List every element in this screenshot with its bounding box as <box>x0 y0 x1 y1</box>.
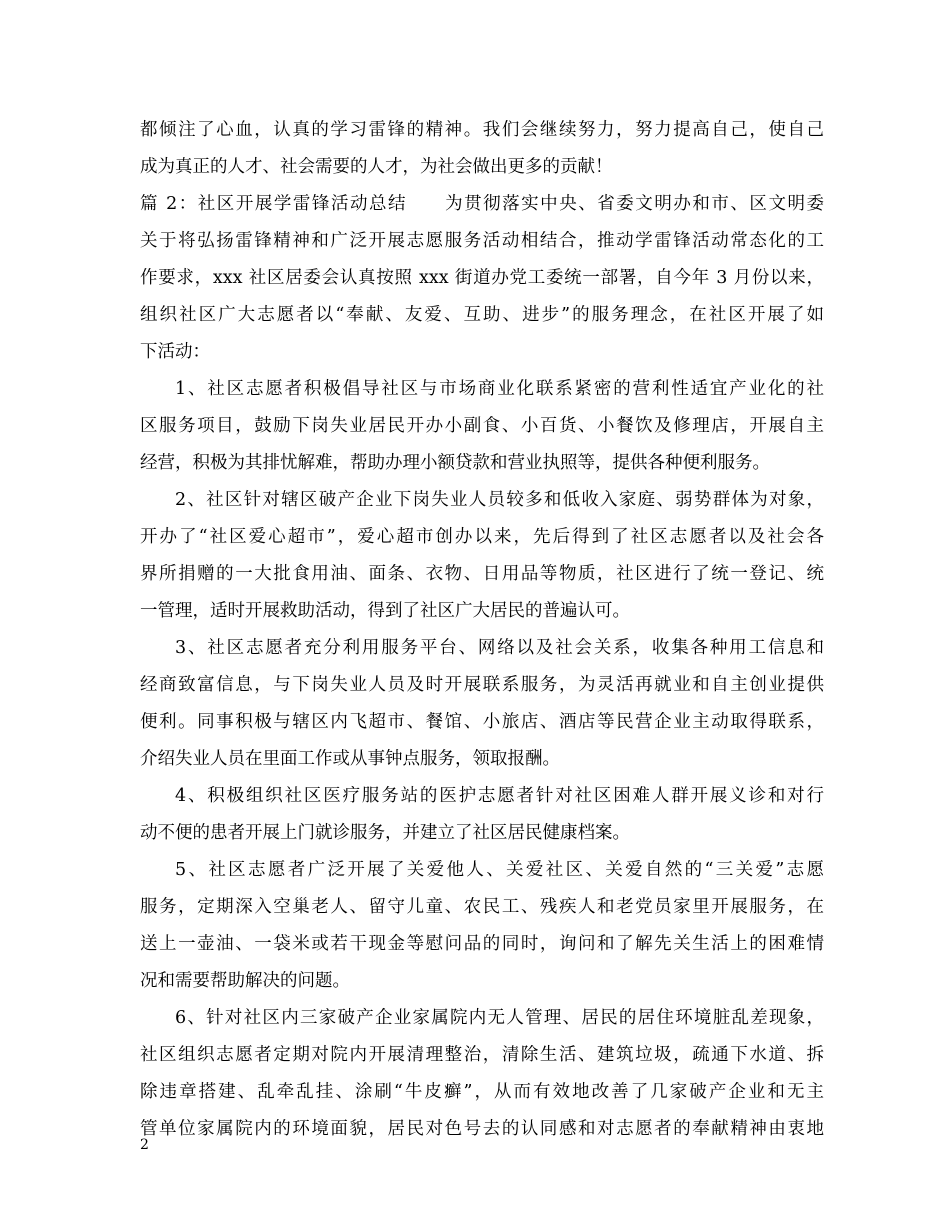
text-line: 服务，定期深入空巢老人、留守儿童、农民工、残疾人和老党员家里开展服务，在 <box>140 897 824 917</box>
text-line: 都倾注了心血，认真的学习雷锋的精神。我们会继续努力，努力提高自己，使自己 <box>140 120 824 140</box>
text-line: 介绍失业人员在里面工作或从事钟点服务，领取报酬。 <box>140 749 560 769</box>
text-line: 经营，积极为其排忧解难，帮助办理小额贷款和营业执照等，提供各种便利服务。 <box>140 453 770 473</box>
text-line: 一管理，适时开展救助活动，得到了社区广大居民的普遍认可。 <box>140 601 630 621</box>
text-line: 社区组织志愿者定期对院内开展清理整治，清除生活、建筑垃圾，疏通下水道、拆 <box>140 1045 824 1065</box>
text-line: 界所捐赠的一大批食用油、面条、衣物、日用品等物质，社区进行了统一登记、统 <box>140 564 824 584</box>
text-line: 组织社区广大志愿者以“奉献、友爱、互助、进步”的服务理念，在社区开展了如 <box>140 305 824 325</box>
text-line: 便利。同事积极与辖区内飞超市、餐馆、小旅店、酒店等民营企业主动取得联系， <box>140 712 824 732</box>
text-line: 关于将弘扬雷锋精神和广泛开展志愿服务活动相结合，推动学雷锋活动常态化的工 <box>140 231 824 251</box>
list-item-1-line: 1、社区志愿者积极倡导社区与市场商业化联系紧密的营利性适宜产业化的社 <box>175 379 824 399</box>
text-line: 送上一壶油、一袋米或若干现金等慰问品的同时，询问和了解先关生活上的困难情 <box>140 934 824 954</box>
section-heading-line: 篇 2：社区开展学雷锋活动总结 为贯彻落实中央、省委文明办和市、区文明委 <box>140 194 824 214</box>
page-number: 2 <box>140 1137 149 1153</box>
list-item-6-line: 6、针对社区内三家破产企业家属院内无人管理、居民的居住环境脏乱差现象， <box>175 1008 824 1028</box>
text-line: 除违章搭建、乱牵乱挂、涂刷“牛皮癣”，从而有效地改善了几家破产企业和无主 <box>140 1082 824 1102</box>
text-line: 下活动： <box>140 342 210 362</box>
list-item-2-line: 2、社区针对辖区破产企业下岗失业人员较多和低收入家庭、弱势群体为对象， <box>175 490 824 510</box>
text-line: 区服务项目，鼓励下岗失业居民开办小副食、小百货、小餐饮及修理店，开展自主 <box>140 416 824 436</box>
text-line: 动不便的患者开展上门就诊服务，并建立了社区居民健康档案。 <box>140 823 630 843</box>
text-line: 况和需要帮助解决的问题。 <box>140 971 350 991</box>
text-line: 作要求，xxx 社区居委会认真按照 xxx 街道办党工委统一部署，自今年 3 月份以来， <box>140 268 824 288</box>
list-item-3-line: 3、社区志愿者充分利用服务平台、网络以及社会关系，收集各种用工信息和 <box>175 638 824 658</box>
text-line: 管单位家属院内的环境面貌，居民对色号去的认同感和对志愿者的奉献精神由衷地 <box>140 1119 824 1139</box>
text-line: 开办了“社区爱心超市”，爱心超市创办以来，先后得到了社区志愿者以及社会各 <box>140 527 824 547</box>
text-line: 成为真正的人才、社会需要的人才，为社会做出更多的贡献！ <box>140 157 613 177</box>
list-item-4-line: 4、积极组织社区医疗服务站的医护志愿者针对社区困难人群开展义诊和对行 <box>175 786 824 806</box>
document-body <box>140 112 824 1148</box>
list-item-5-line: 5、社区志愿者广泛开展了关爱他人、关爱社区、关爱自然的“三关爱”志愿 <box>175 860 824 880</box>
text-line: 经商致富信息，与下岗失业人员及时开展联系服务，为灵活再就业和自主创业提供 <box>140 675 824 695</box>
